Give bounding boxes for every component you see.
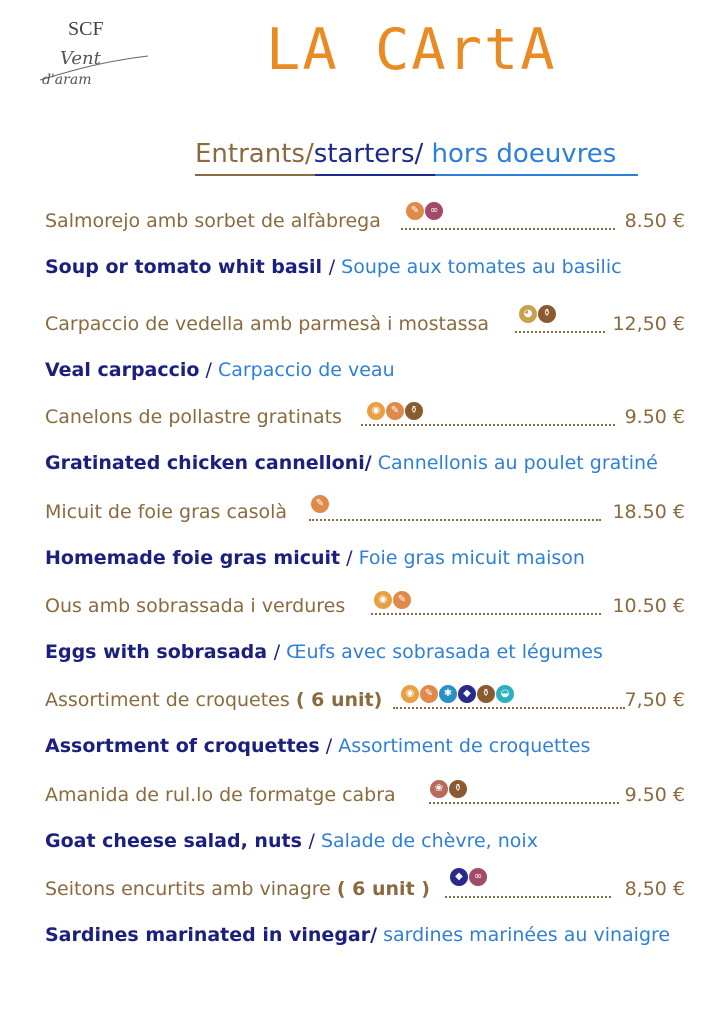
logo — [38, 14, 158, 94]
french-name: Salade de chèvre, noix — [320, 830, 538, 852]
separator: / — [319, 735, 339, 757]
logo-script-line2: d'aram — [42, 72, 92, 88]
dish-name: Ous amb sobrassada i verdures — [45, 595, 346, 617]
french-name: Carpaccio de veau — [217, 359, 395, 381]
sulfites-icon: ∞ — [469, 868, 487, 886]
dish-name — [45, 878, 430, 900]
dish-price: 10.50 € — [612, 595, 685, 617]
french-name: Cannellonis au poulet gratiné — [377, 452, 658, 474]
english-name: Goat cheese salad, nuts — [45, 830, 309, 852]
gluten-icon: ✎ — [406, 202, 424, 220]
gluten-icon: ✎ — [420, 685, 438, 703]
english-name: Homemade foie gras micuit — [45, 547, 341, 569]
dish-price: 9.50 € — [624, 784, 685, 806]
dot-leader — [371, 603, 601, 615]
dot-leader — [309, 509, 601, 521]
dish-name: Canelons de pollastre gratinats — [45, 406, 342, 428]
separator: / — [308, 830, 321, 852]
menu-item-line — [45, 871, 685, 904]
dish-price: 9.50 € — [624, 406, 685, 428]
heading-underline-navy — [315, 174, 435, 176]
french-name: Œufs avec sobrasada et légumes — [286, 641, 603, 663]
english-name: Veal carpaccio — [45, 359, 200, 381]
section-heading-french: hors doeuvres — [423, 139, 617, 169]
menu-item-line — [45, 784, 685, 810]
translation-line — [45, 547, 585, 569]
menu-item-line — [45, 406, 685, 432]
separator: / — [273, 641, 287, 663]
milk-icon: ⚱ — [405, 402, 423, 420]
heading-underline-brown — [195, 174, 315, 176]
dot-leader — [429, 792, 619, 804]
translation-line — [45, 924, 670, 946]
milk-icon: ⚱ — [477, 685, 495, 703]
menu-item-line — [45, 689, 685, 715]
dot-leader — [515, 321, 605, 333]
egg-icon: ◉ — [367, 402, 385, 420]
heading-underline-blue — [435, 174, 638, 176]
egg-icon: ◉ — [374, 591, 392, 609]
french-name: Assortiment de croquettes — [338, 735, 591, 757]
menu-item-line — [45, 308, 685, 339]
section-heading — [195, 138, 616, 170]
crustacean-icon: ✱ — [439, 685, 457, 703]
dot-leader — [445, 886, 611, 898]
menu-item-line — [45, 498, 685, 527]
fish-icon: ◆ — [458, 685, 476, 703]
dish-price: 12,50 € — [612, 313, 685, 335]
nuts-icon: ❀ — [430, 780, 448, 798]
egg-icon: ◉ — [401, 685, 419, 703]
english-name: Sardines marinated in vinegar/ — [45, 924, 378, 946]
dish-name: Carpaccio de vedella amb parmesà i mostassa — [45, 313, 490, 335]
mollusc-icon: ◒ — [496, 685, 514, 703]
milk-icon: ⚱ — [449, 780, 467, 798]
separator: / — [340, 547, 359, 569]
french-name: Soupe aux tomates au basilic — [341, 256, 622, 278]
gluten-icon: ✎ — [386, 402, 404, 420]
translation-line — [45, 256, 622, 278]
dish-price: 7,50 € — [624, 689, 685, 711]
dish-name: Amanida de rul.lo de formatge cabra — [45, 784, 396, 806]
french-name: sardines marinées au vinaigre — [383, 924, 671, 946]
menu-item-line — [45, 205, 685, 236]
logo-script-line1: Vent — [60, 48, 101, 69]
mustard-icon: ◕ — [519, 305, 537, 323]
translation-line — [45, 735, 590, 757]
dish-name-main: Seitons encurtits amb vinagre — [45, 878, 337, 900]
dot-leader — [361, 414, 615, 426]
english-name: Soup or tomato whit basil — [45, 256, 329, 278]
dish-name: Salmorejo amb sorbet de alfàbrega — [45, 210, 381, 232]
dot-leader — [393, 697, 625, 709]
dish-name-main: Assortiment de croquetes — [45, 689, 296, 711]
separator: / — [199, 359, 218, 381]
english-name: Eggs with sobrasada — [45, 641, 274, 663]
translation-line — [45, 830, 538, 852]
dish-price: 8,50 € — [624, 878, 685, 900]
gluten-icon: ✎ — [311, 495, 329, 513]
section-heading-catalan: Entrants/ — [195, 139, 314, 169]
separator: / — [328, 256, 342, 278]
english-name: Assortment of croquettes — [45, 735, 320, 757]
milk-icon: ⚱ — [538, 305, 556, 323]
dish-name: Micuit de foie gras casolà — [45, 501, 288, 523]
fish-icon: ◆ — [450, 868, 468, 886]
dot-leader — [401, 218, 615, 230]
translation-line — [45, 641, 603, 663]
dish-name-qty: ( 6 unit) — [295, 689, 383, 711]
translation-line — [45, 452, 658, 474]
menu-item-line — [45, 595, 685, 621]
dish-price: 8.50 € — [624, 210, 685, 232]
translation-line — [45, 359, 395, 381]
sulfites-icon: ∞ — [425, 202, 443, 220]
dish-price: 18.50 € — [612, 501, 685, 523]
logo-scf-text: SCF — [68, 18, 104, 40]
section-heading-english: starters/ — [313, 139, 424, 169]
dish-name-qty: ( 6 unit ) — [336, 878, 430, 900]
gluten-icon: ✎ — [393, 591, 411, 609]
allergen-icons — [450, 868, 487, 888]
page-title: LA CArtA — [266, 17, 557, 83]
french-name: Foie gras micuit maison — [358, 547, 585, 569]
dish-name — [45, 689, 382, 711]
english-name: Gratinated chicken cannelloni/ — [45, 452, 372, 474]
